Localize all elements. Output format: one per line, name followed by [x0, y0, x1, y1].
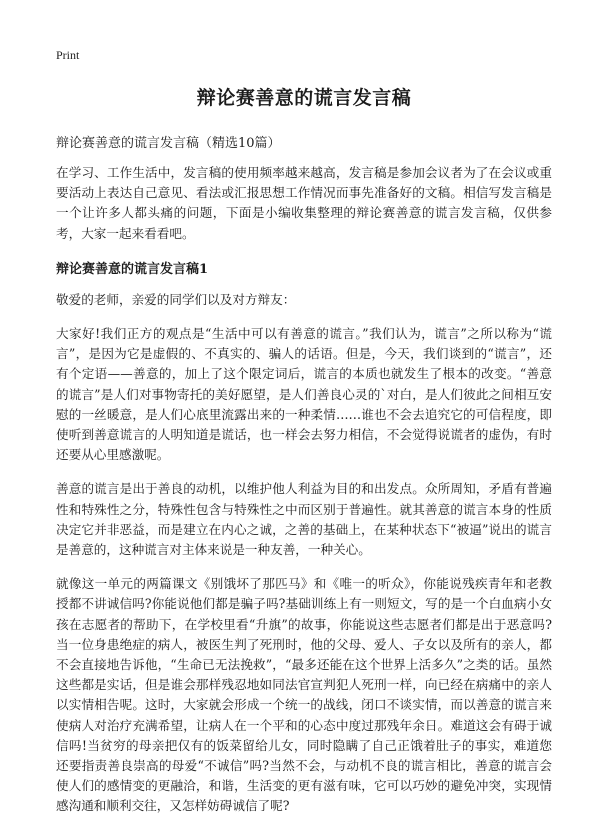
greeting-paragraph: 敬爱的老师，亲爱的同学们以及对方辩友： [56, 291, 296, 307]
body-paragraph: 善意的谎言是出于善良的动机，以维护他人利益为目的和出发点。众所周知，矛盾有普遍性和特殊性之分，特殊性包含与特殊性之中而区别于普遍性。就其善意的谎言本身的性质决定它并非恶益，而是建立在内心之诚，之善的基础上，在某种状态下“被逼”说出的谎言是善意的，这种谎言对主体来说是一种友善，一种关心。 [56, 481, 552, 558]
section-heading: 辩论赛善意的谎言发言稿1 [56, 261, 209, 277]
print-link[interactable]: Print [56, 48, 80, 62]
body-paragraph: 就像这一单元的两篇课文《别饿坏了那匹马》和《唯一的听众》，你能说残疾青年和老教授都不讲诚信吗?你能说他们都是骗子吗?基础训练上有一则短文，写的是一个白血病小女孩在志愿者的帮助下，在学校里看“升旗”的故事，你能说这些志愿者们都是出于恶意吗?当一位身患绝症的病人，被医生判了死刑时，他的父母、爱人、子女以及所有的亲人，都不会直接地告诉他，“生命已无法挽救”，“最多还能在这个世界上活多久”之类的话。虽然这些都是实话，但是谁会那样残忍地如同法官宣判犯人死刑一样，向已经在病痛中的亲人以实情相告呢。这时，大家就会形成一个统一的战线，闭口不谈实情，而以善意的谎言来使病人对治疗充满希望，让病人在一个平和的心态中度过那残年余日。难道这会有碍于诚信吗!当贫穷的母亲把仅有的饭菜留给儿女，同时隐瞒了自己正饿着肚子的事实，难道您还要指责善良崇高的母爱“不诚信”吗?当然不会，与动机不良的谎言相比，善意的谎言会使人们的感情变的更融洽，和谐，生活变的更有滋有味，它可以巧妙的避免冲突，实现情感沟通和顺利交往，又怎样妨碍诚信了呢? [56, 576, 552, 814]
document-subtitle: 辩论赛善意的谎言发言稿（精选10篇） [56, 136, 281, 151]
body-paragraph: 大家好!我们正方的观点是“生活中可以有善意的谎言。”我们认为，谎言”之所以称为“谎言”，是因为它是虚假的、不真实的、骗人的话语。但是，今天，我们谈到的“谎言”，还有个定语——善意的，加上了这个限定词后，谎言的本质也就发生了根本的改变。“善意的谎言”是人们对事物寄托的美好愿望，是人们善良心灵的`对白，是人们彼此之间相互安慰的一丝暖意，是人们心底里流露出来的一种柔情……谁也不会去追究它的可信程度，即使听到善意谎言的人明知道是谎话，也一样会去努力相信，不会觉得说谎者的虚伪，有时还要从心里感激呢。 [56, 326, 552, 463]
intro-paragraph: 在学习、工作生活中，发言稿的使用频率越来越高，发言稿是参加会议者为了在会议或重要活动上表达自己意见、看法或汇报思想工作情况而事先准备好的文稿。相信写发言稿是一个让许多人都头痛的问题，下面是小编收集整理的辩论赛善意的谎言发言稿，仅供参考，大家一起来看看吧。 [56, 165, 552, 241]
document-title: 辩论赛善意的谎言发言稿 [196, 87, 412, 109]
